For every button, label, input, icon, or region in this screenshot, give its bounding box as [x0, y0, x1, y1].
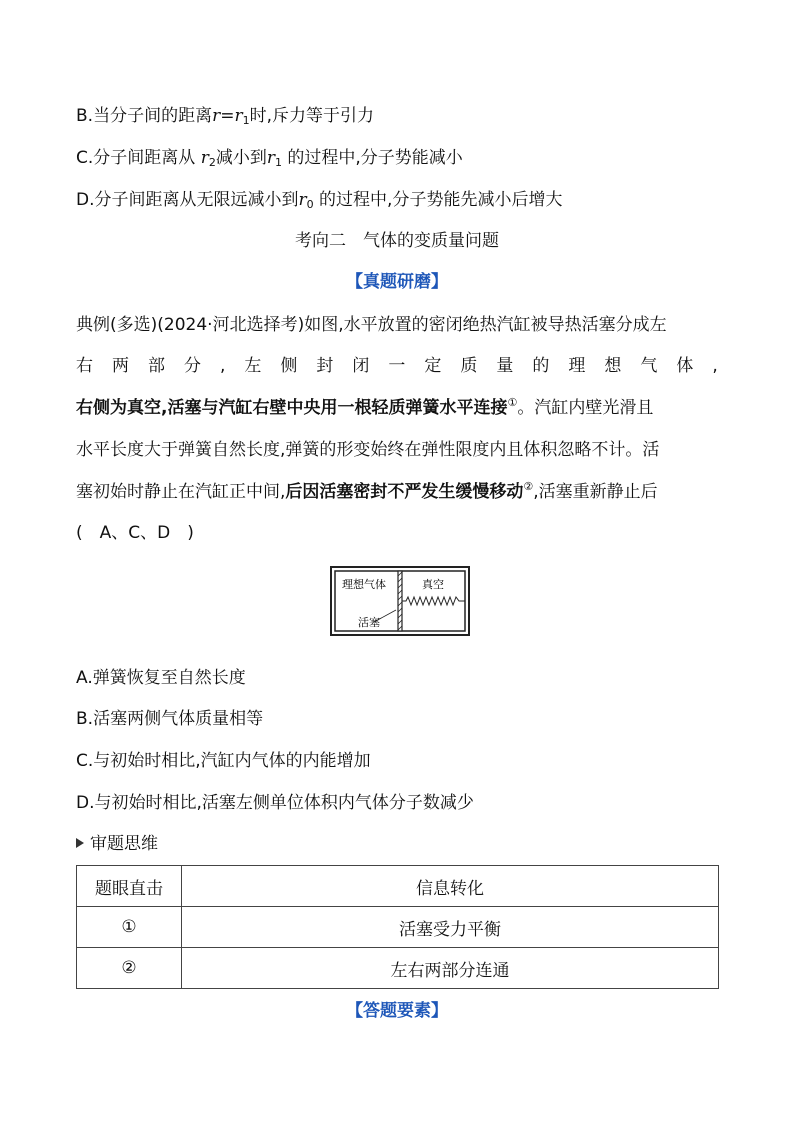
problem-line-2-char: 体	[676, 356, 694, 376]
problem-line-5-pre: 塞初始时静止在汽缸正中间,	[76, 482, 286, 502]
problem-line-2-char: 封	[316, 356, 334, 376]
bracket-title-answer-elements: 【答题要素】	[346, 1001, 448, 1021]
option-c-suffix: 的过程中,分子势能减小	[287, 148, 463, 168]
thinking-label-text: 审题思维	[90, 834, 158, 854]
problem-line-2-char: 右	[76, 356, 93, 376]
problem-line-3	[76, 396, 718, 420]
problem-line-4: 水平长度大于弹簧自然长度,弹簧的形变始终在弹性限度内且体积忽略不计。活	[76, 440, 660, 460]
spring	[402, 597, 465, 605]
key-phrase-1: 右侧为真空,活塞与汽缸右壁中央用一根轻质弹簧水平连接	[76, 398, 508, 418]
equals-sign: =	[220, 106, 235, 126]
key-phrase-2: 后因活塞密封不严发生缓慢移动	[285, 482, 524, 502]
answer-line: ( A、C、D )	[76, 523, 194, 543]
marker-1: ①	[507, 396, 518, 409]
problem-line-1: 典例(多选)(2024·河北选择考)如图,水平放置的密闭绝热汽缸被导热活塞分成左	[76, 315, 667, 335]
table-cell: ②	[77, 948, 182, 989]
choice-b: B.活塞两侧气体质量相等	[76, 709, 264, 729]
problem-line-2-char: 一	[388, 356, 406, 376]
option-b-prev	[76, 104, 718, 128]
problem-line-2-char: 左	[244, 356, 262, 376]
problem-line-2-char: ,	[712, 356, 718, 376]
table-header-row	[77, 866, 719, 907]
var-r: r	[200, 148, 209, 168]
var-r: r	[266, 148, 275, 168]
problem-line-2-char: 侧	[280, 356, 298, 376]
subscript: 1	[274, 156, 282, 169]
cylinder-figure	[330, 566, 470, 636]
option-d-suffix: 的过程中,分子势能先减小后增大	[319, 190, 563, 210]
choice-d: D.与初始时相比,活塞左侧单位体积内气体分子数减少	[76, 793, 474, 813]
table-cell: ①	[77, 907, 182, 948]
problem-line-2-char: 理	[568, 356, 586, 376]
table-row	[77, 907, 719, 948]
table-cell: 左右两部分连通	[182, 948, 719, 989]
problem-line-2-char: 分	[184, 356, 201, 376]
choice-a: A.弹簧恢复至自然长度	[76, 668, 246, 688]
problem-line-3-rest: 。汽缸内壁光滑且	[517, 398, 654, 418]
marker-2: ②	[523, 480, 534, 493]
option-c-text: C.分子间距离从	[76, 148, 196, 168]
subscript: 2	[208, 156, 216, 169]
thinking-label	[76, 832, 718, 856]
option-c-mid: 减小到	[215, 148, 267, 168]
table-header-cell: 题眼直击	[77, 866, 182, 907]
option-d-text: D.分子间距离从无限远减小到	[76, 190, 299, 210]
right-label: 真空	[422, 578, 444, 591]
subscript: 0	[306, 198, 314, 211]
choice-c: C.与初始时相比,汽缸内气体的内能增加	[76, 751, 371, 771]
table-header-cell: 信息转化	[182, 866, 719, 907]
triangle-bullet-icon	[76, 838, 84, 848]
var-r: r	[234, 106, 243, 126]
problem-line-2-char: 质	[460, 356, 478, 376]
option-c-prev	[76, 146, 718, 170]
var-r: r	[212, 106, 221, 126]
problem-line-2-char: 量	[496, 356, 514, 376]
info-table	[76, 865, 719, 989]
bracket-title-real-exam: 【真题研磨】	[346, 272, 448, 292]
subscript: 1	[242, 114, 250, 127]
option-b-text: B.当分子间的距离	[76, 106, 213, 126]
option-b-suffix: 时,斥力等于引力	[249, 106, 375, 126]
problem-line-5	[76, 480, 718, 504]
problem-line-2-char: 部	[148, 356, 165, 376]
problem-line-2-char: ,	[220, 356, 226, 376]
problem-line-2	[76, 354, 718, 378]
table-cell: 活塞受力平衡	[182, 907, 719, 948]
table-row	[77, 948, 719, 989]
problem-line-2-char: 定	[424, 356, 442, 376]
problem-line-2-char: 两	[112, 356, 129, 376]
piston-label: 活塞	[358, 616, 380, 629]
problem-line-2-char: 闭	[352, 356, 370, 376]
section-title: 考向二 气体的变质量问题	[295, 231, 499, 251]
problem-line-2-char: 的	[532, 356, 550, 376]
left-label: 理想气体	[342, 578, 386, 591]
problem-line-2-char: 气	[640, 356, 658, 376]
var-r: r	[298, 190, 307, 210]
option-d-prev	[76, 188, 718, 212]
problem-line-2-char: 想	[604, 356, 622, 376]
problem-line-5-post: ,活塞重新静止后	[533, 482, 658, 502]
